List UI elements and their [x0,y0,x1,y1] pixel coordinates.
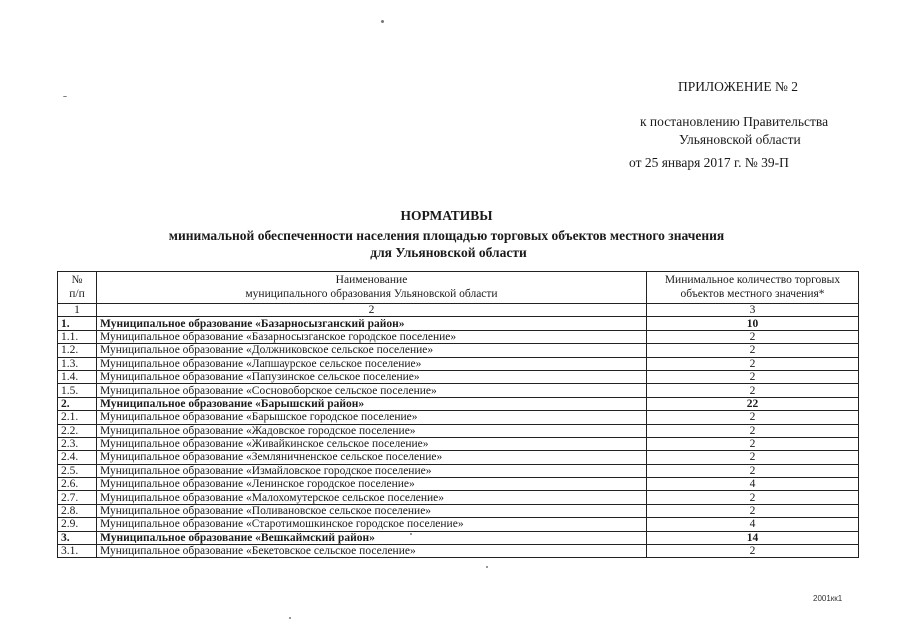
document-subtitle-line1: минимальной обеспеченности населения площадью торговых объектов местного значения [168,228,725,243]
row-municipality: Муниципальное образование «Поливановское сельское поселение» [97,504,647,517]
row-number: 1.1. [58,330,97,343]
row-min-count: 2 [647,451,859,464]
appendix-region-line: Ульяновской области [679,132,801,147]
row-min-count: 2 [647,437,859,450]
row-municipality: Муниципальное образование «Вешкаймский район» [97,531,647,544]
table-row [58,411,859,424]
row-number: 1.4. [58,370,97,383]
column-index-cell: 3 [647,304,859,317]
row-municipality: Муниципальное образование «Сосновоборское сельское поселение» [97,384,647,397]
row-municipality: Муниципальное образование «Земляничненское сельское поселение» [97,451,647,464]
header-min-count [647,272,859,304]
row-municipality: Муниципальное образование «Базарносызганское городское поселение» [97,330,647,343]
row-min-count: 4 [647,478,859,491]
row-min-count: 2 [647,424,859,437]
column-index-row [58,304,859,317]
header-min-count-line2: объектов местного значения* [680,288,825,300]
table-row [58,478,859,491]
row-min-count: 22 [647,397,859,410]
row-municipality: Муниципальное образование «Старотимошкинское городское поселение» [97,518,647,531]
column-index-cell: 1 [58,304,97,317]
row-municipality: Муниципальное образование «Жадовское городское поселение» [97,424,647,437]
footer-document-code: 2001кк1 [813,594,843,603]
row-number: 1. [58,317,97,330]
table-row [58,437,859,450]
row-municipality: Муниципальное образование «Барышский район» [97,397,647,410]
table-row [58,370,859,383]
row-number: 1.2. [58,344,97,357]
table-row [58,344,859,357]
row-number: 2.1. [58,411,97,424]
row-number: 2.4. [58,451,97,464]
scan-speck [63,96,67,97]
district-row [58,531,859,544]
table-row [58,504,859,517]
row-municipality: Муниципальное образование «Измайловское городское поселение» [97,464,647,477]
row-number: 2.9. [58,518,97,531]
header-municipality-line1: Наименование [335,274,408,286]
scan-speck [381,20,384,23]
header-municipality-line2: муниципального образования Ульяновской области [245,288,498,300]
table-row [58,424,859,437]
row-municipality: Муниципальное образование «Лапшаурское сельское поселение» [97,357,647,370]
header-number-line2: п/п [69,288,85,300]
table-row [58,545,859,558]
scan-speck [486,566,488,568]
document-title: НОРМАТИВЫ [400,208,493,223]
norms-table [57,271,859,558]
row-number: 1.5. [58,384,97,397]
row-municipality: Муниципальное образование «Папузинское сельское поселение» [97,370,647,383]
row-min-count: 2 [647,491,859,504]
row-min-count: 4 [647,518,859,531]
row-municipality: Муниципальное образование «Малохомутерское сельское поселение» [97,491,647,504]
table-row [58,451,859,464]
row-number: 2.8. [58,504,97,517]
document-subtitle-line2: для Ульяновской области [370,245,527,260]
table-row [58,491,859,504]
row-min-count: 2 [647,545,859,558]
row-min-count: 2 [647,411,859,424]
row-municipality: Муниципальное образование «Барышское городское поселение» [97,411,647,424]
row-number: 2.2. [58,424,97,437]
row-municipality: Муниципальное образование «Живайкинское сельское поселение» [97,437,647,450]
district-row [58,317,859,330]
scan-speck [410,533,412,535]
row-municipality: Муниципальное образование «Ленинское городское поселение» [97,478,647,491]
table-row [58,518,859,531]
row-number: 2.3. [58,437,97,450]
row-number: 3. [58,531,97,544]
table-row [58,330,859,343]
appendix-title: ПРИЛОЖЕНИЕ № 2 [678,79,799,94]
row-min-count: 2 [647,357,859,370]
header-number [58,272,97,304]
row-min-count: 14 [647,531,859,544]
column-index-cell: 2 [97,304,647,317]
row-min-count: 2 [647,504,859,517]
row-municipality: Муниципальное образование «Бекетовское сельское поселение» [97,545,647,558]
row-min-count: 2 [647,330,859,343]
row-number: 2.6. [58,478,97,491]
row-municipality: Муниципальное образование «Базарносызганский район» [97,317,647,330]
row-number: 1.3. [58,357,97,370]
row-min-count: 2 [647,344,859,357]
header-number-line1: № [71,274,83,286]
row-number: 2.5. [58,464,97,477]
row-number: 3.1. [58,545,97,558]
table-header-row [58,272,859,304]
row-min-count: 2 [647,370,859,383]
table-row [58,384,859,397]
row-number: 2.7. [58,491,97,504]
row-min-count: 2 [647,384,859,397]
header-municipality [97,272,647,304]
district-row [58,397,859,410]
table-row [58,464,859,477]
appendix-resolution-line: к постановлению Правительства [640,114,829,129]
appendix-date-line: от 25 января 2017 г. № 39-П [629,155,789,170]
table-row [58,357,859,370]
row-number: 2. [58,397,97,410]
scan-speck [289,617,291,619]
header-min-count-line1: Минимальное количество торговых [664,274,841,286]
row-municipality: Муниципальное образование «Должниковское сельское поселение» [97,344,647,357]
row-min-count: 10 [647,317,859,330]
row-min-count: 2 [647,464,859,477]
